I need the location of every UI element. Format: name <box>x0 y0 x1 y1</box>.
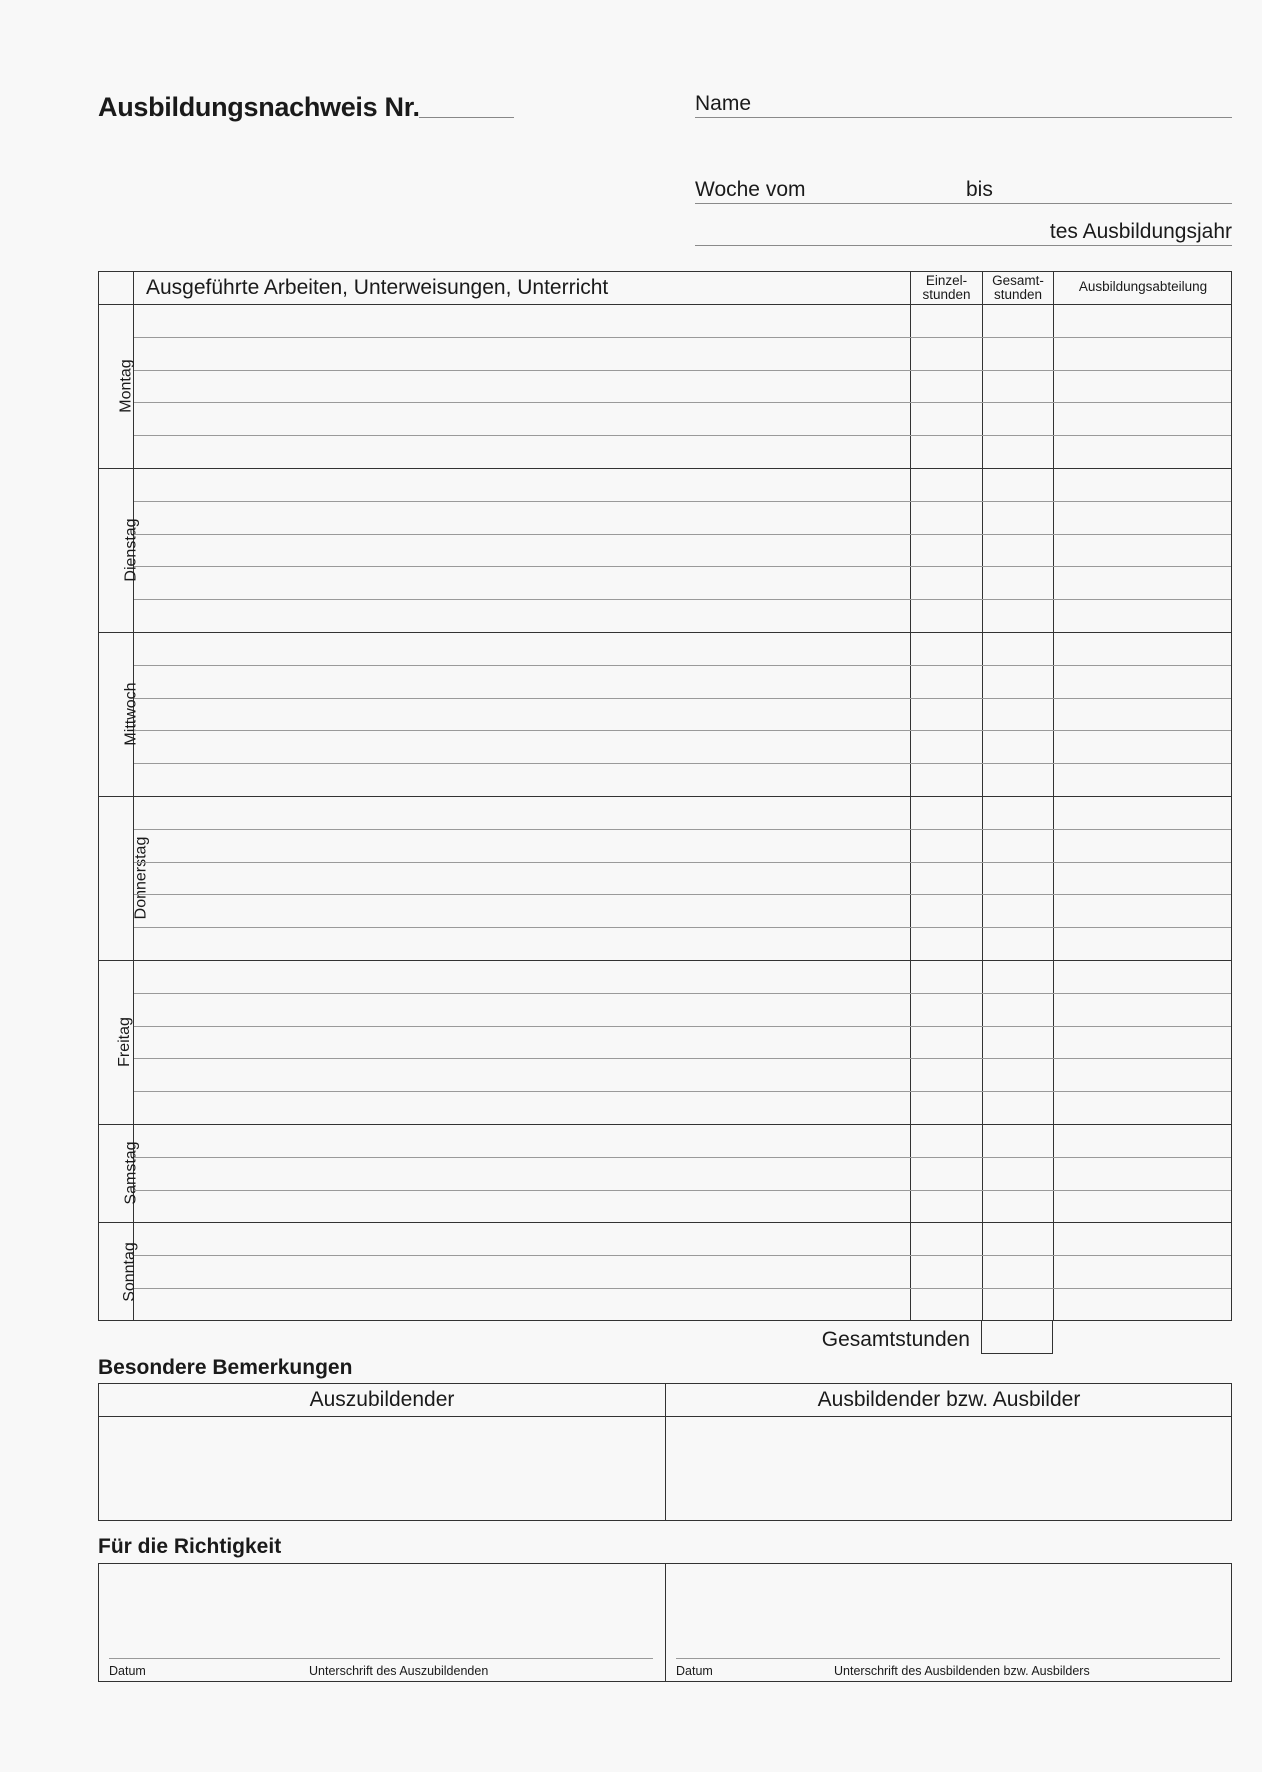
table-row[interactable] <box>134 305 1231 337</box>
confirmation-title: Für die Richtigkeit <box>98 1535 282 1558</box>
single-hours-header: Einzel- stunden <box>922 273 971 302</box>
activity-table <box>98 271 1232 1321</box>
row-divider <box>134 1058 1231 1059</box>
row-divider <box>134 730 1231 731</box>
row-divider <box>134 1288 1231 1289</box>
confirmation-divider <box>665 1564 666 1681</box>
table-row[interactable] <box>134 1092 1231 1124</box>
day-label-montag: Montag <box>117 359 135 413</box>
name-label: Name <box>695 92 752 115</box>
table-row[interactable] <box>134 994 1231 1026</box>
table-row[interactable] <box>134 371 1231 403</box>
department-header: Ausbildungsabteilung <box>1078 279 1208 294</box>
form-title: Ausbildungsnachweis Nr. <box>98 92 420 122</box>
activities-header: Ausgeführte Arbeiten, Unterweisungen, Unterricht <box>146 276 609 299</box>
trainee-remarks-field[interactable] <box>99 1417 665 1520</box>
table-row[interactable] <box>134 731 1231 763</box>
form-number-field[interactable] <box>419 117 514 118</box>
trainer-date-label: Datum <box>676 1664 713 1678</box>
day-label-mittwoch: Mittwoch <box>122 682 140 746</box>
table-row[interactable] <box>134 338 1231 370</box>
name-field[interactable] <box>695 117 1232 118</box>
row-divider <box>134 402 1231 403</box>
table-row[interactable] <box>134 863 1231 895</box>
table-row[interactable] <box>134 1059 1231 1091</box>
row-divider <box>134 370 1231 371</box>
training-year-field[interactable] <box>695 245 1232 246</box>
trainer-signature-label: Unterschrift des Ausbildenden bzw. Ausbilders <box>834 1664 1090 1678</box>
trainee-remarks-label: Auszubildender <box>309 1388 455 1411</box>
row-divider <box>134 993 1231 994</box>
row-divider <box>134 1026 1231 1027</box>
trainee-signature-label: Unterschrift des Auszubildenden <box>309 1664 489 1678</box>
trainee-signature-line <box>109 1658 653 1659</box>
row-divider <box>134 435 1231 436</box>
table-row[interactable] <box>134 633 1231 665</box>
table-row[interactable] <box>134 1191 1231 1223</box>
row-divider <box>134 763 1231 764</box>
table-row[interactable] <box>134 535 1231 567</box>
total-hours-label: Gesamtstunden <box>821 1328 970 1351</box>
table-row[interactable] <box>134 1158 1231 1190</box>
row-divider <box>134 862 1231 863</box>
trainee-signature-field[interactable] <box>109 1566 653 1658</box>
row-divider <box>134 534 1231 535</box>
table-row[interactable] <box>134 469 1231 501</box>
table-row[interactable] <box>134 600 1231 632</box>
row-divider <box>134 698 1231 699</box>
table-row[interactable] <box>134 567 1231 599</box>
table-row[interactable] <box>134 797 1231 829</box>
trainer-remarks-label: Ausbildender bzw. Ausbilder <box>817 1388 1081 1411</box>
trainee-date-label: Datum <box>109 1664 146 1678</box>
row-divider <box>134 1190 1231 1191</box>
table-row[interactable] <box>134 928 1231 960</box>
table-row[interactable] <box>134 1223 1231 1255</box>
trainer-signature-field[interactable] <box>676 1566 1220 1658</box>
row-divider <box>134 1255 1231 1256</box>
table-row[interactable] <box>134 403 1231 435</box>
table-row[interactable] <box>134 436 1231 468</box>
table-row[interactable] <box>134 1256 1231 1288</box>
remarks-box <box>98 1383 1232 1521</box>
total-hours-header: Gesamt- stunden <box>992 273 1044 302</box>
total-hours-field[interactable] <box>981 1320 1053 1354</box>
week-to-label: bis <box>966 178 993 201</box>
row-divider <box>134 566 1231 567</box>
trainer-signature-line <box>676 1658 1220 1659</box>
row-divider <box>134 829 1231 830</box>
row-divider <box>134 1091 1231 1092</box>
remarks-title: Besondere Bemerkungen <box>98 1356 353 1379</box>
table-row[interactable] <box>134 830 1231 862</box>
table-row[interactable] <box>134 666 1231 698</box>
day-label-dienstag: Dienstag <box>122 518 140 582</box>
trainer-remarks-field[interactable] <box>666 1417 1232 1520</box>
day-label-samstag: Samstag <box>122 1141 140 1205</box>
table-row[interactable] <box>134 1289 1231 1321</box>
row-divider <box>134 501 1231 502</box>
row-divider <box>134 337 1231 338</box>
row-divider <box>134 599 1231 600</box>
row-divider <box>134 894 1231 895</box>
table-row[interactable] <box>134 895 1231 927</box>
row-divider <box>134 665 1231 666</box>
day-label-freitag: Freitag <box>115 1017 133 1067</box>
table-row[interactable] <box>134 1125 1231 1157</box>
table-row[interactable] <box>134 699 1231 731</box>
table-row[interactable] <box>134 502 1231 534</box>
training-year-label: tes Ausbildungsjahr <box>1049 220 1232 243</box>
table-row[interactable] <box>134 961 1231 993</box>
confirmation-box <box>98 1563 1232 1682</box>
row-divider <box>134 927 1231 928</box>
table-row[interactable] <box>134 764 1231 796</box>
day-label-sonntag: Sonntag <box>120 1241 138 1302</box>
day-label-donnerstag: Donnerstag <box>132 836 150 920</box>
table-row[interactable] <box>134 1027 1231 1059</box>
week-field[interactable] <box>695 203 1232 204</box>
row-divider <box>134 1157 1231 1158</box>
week-from-label: Woche vom <box>695 178 806 201</box>
